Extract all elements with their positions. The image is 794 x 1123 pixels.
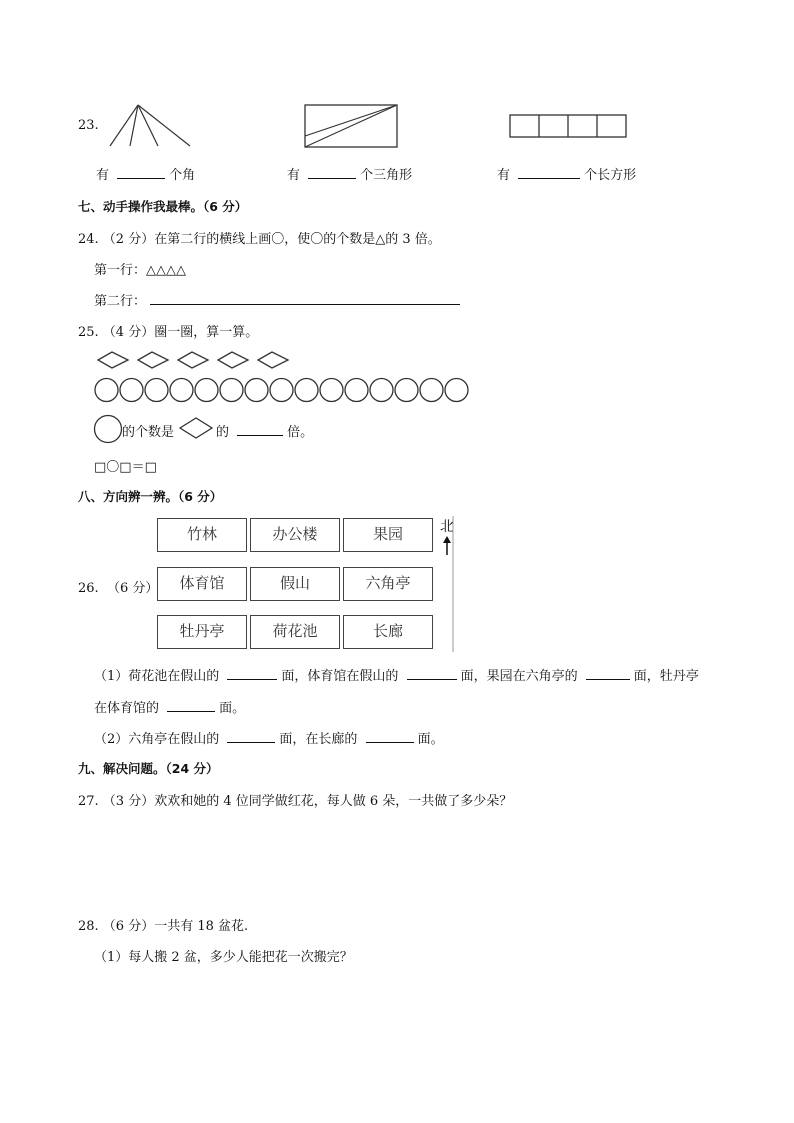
q26-blank-4[interactable] <box>167 698 215 712</box>
circle-row <box>94 378 470 404</box>
q26-part-2: （2）六角亭在假山的 面，在长廊的 面。 <box>94 728 444 747</box>
q26-blank-5[interactable] <box>227 729 275 743</box>
q26-part-1-line-2: 在体育馆的 面。 <box>94 697 245 716</box>
q25-ratio-blank[interactable] <box>237 422 283 436</box>
question-27-text: 27. （3 分）欢欢和她的 4 位同学做红花，每人做 6 朵，一共做了多少朵？ <box>78 794 513 809</box>
q25-ratio-end: 的 倍。 <box>216 421 313 440</box>
place-hexagonal-pavilion: 六角亭 <box>343 567 433 601</box>
section-7-title: 七、动手操作我最棒。（6 分） <box>78 199 248 214</box>
triangle-count-answer: 有 个三角形 <box>287 164 412 183</box>
q24-drawing-line[interactable] <box>150 291 460 305</box>
section-8-title: 八、方向辨一辨。（6 分） <box>78 489 223 504</box>
rectangle-triangles-figure <box>304 104 398 148</box>
row-of-squares-figure <box>509 114 629 138</box>
diamond-row <box>96 350 296 370</box>
place-corridor: 长廊 <box>343 615 433 649</box>
triangle-count-blank[interactable] <box>308 165 356 179</box>
grid-right-edge-line <box>452 516 456 652</box>
question-24-text: 24. （2 分）在第二行的横线上画〇，使〇的个数是△的 3 倍。 <box>78 232 441 247</box>
place-lotus-pond: 荷花池 <box>250 615 340 649</box>
question-28-sub-1: （1）每人搬 2 盆，多少人能把花一次搬完？ <box>94 950 353 965</box>
rectangle-count-answer: 有 个长方形 <box>497 164 636 183</box>
q25-equation[interactable]: □〇□＝□ <box>94 460 157 475</box>
north-label: 北 <box>440 519 454 535</box>
place-bamboo-grove: 竹林 <box>157 518 247 552</box>
question-25-text: 25. （4 分）圈一圈，算一算。 <box>78 325 259 340</box>
q24-row-2: 第二行： <box>94 290 460 309</box>
q26-blank-2[interactable] <box>407 666 457 680</box>
angle-count-blank[interactable] <box>117 165 165 179</box>
q26-blank-6[interactable] <box>366 729 414 743</box>
question-28-text: 28. （6 分）一共有 18 盆花. <box>78 919 249 934</box>
place-rockery: 假山 <box>250 567 340 601</box>
place-peony-pavilion: 牡丹亭 <box>157 615 247 649</box>
question-23-number: 23. <box>78 118 99 133</box>
q25-ratio-mid: 的个数是 <box>122 425 175 440</box>
big-diamond-icon <box>178 416 214 440</box>
angle-fan-figure <box>108 104 192 148</box>
q26-blank-1[interactable] <box>227 666 277 680</box>
q26-blank-3[interactable] <box>586 666 630 680</box>
angle-count-answer: 有 个角 <box>96 164 195 183</box>
question-26-number: 26. （6 分） <box>78 581 159 596</box>
place-orchard: 果园 <box>343 518 433 552</box>
section-9-title: 九、解决问题。（24 分） <box>78 761 219 776</box>
q24-row-1: 第一行：△△△△ <box>94 263 186 278</box>
big-circle-icon <box>93 414 123 444</box>
place-gymnasium: 体育馆 <box>157 567 247 601</box>
place-office-building: 办公楼 <box>250 518 340 552</box>
q26-part-1-line-1: （1）荷花池在假山的 面，体育馆在假山的 面，果园在六角亭的 面，牡丹亭 <box>94 665 699 684</box>
rectangle-count-blank[interactable] <box>518 165 580 179</box>
